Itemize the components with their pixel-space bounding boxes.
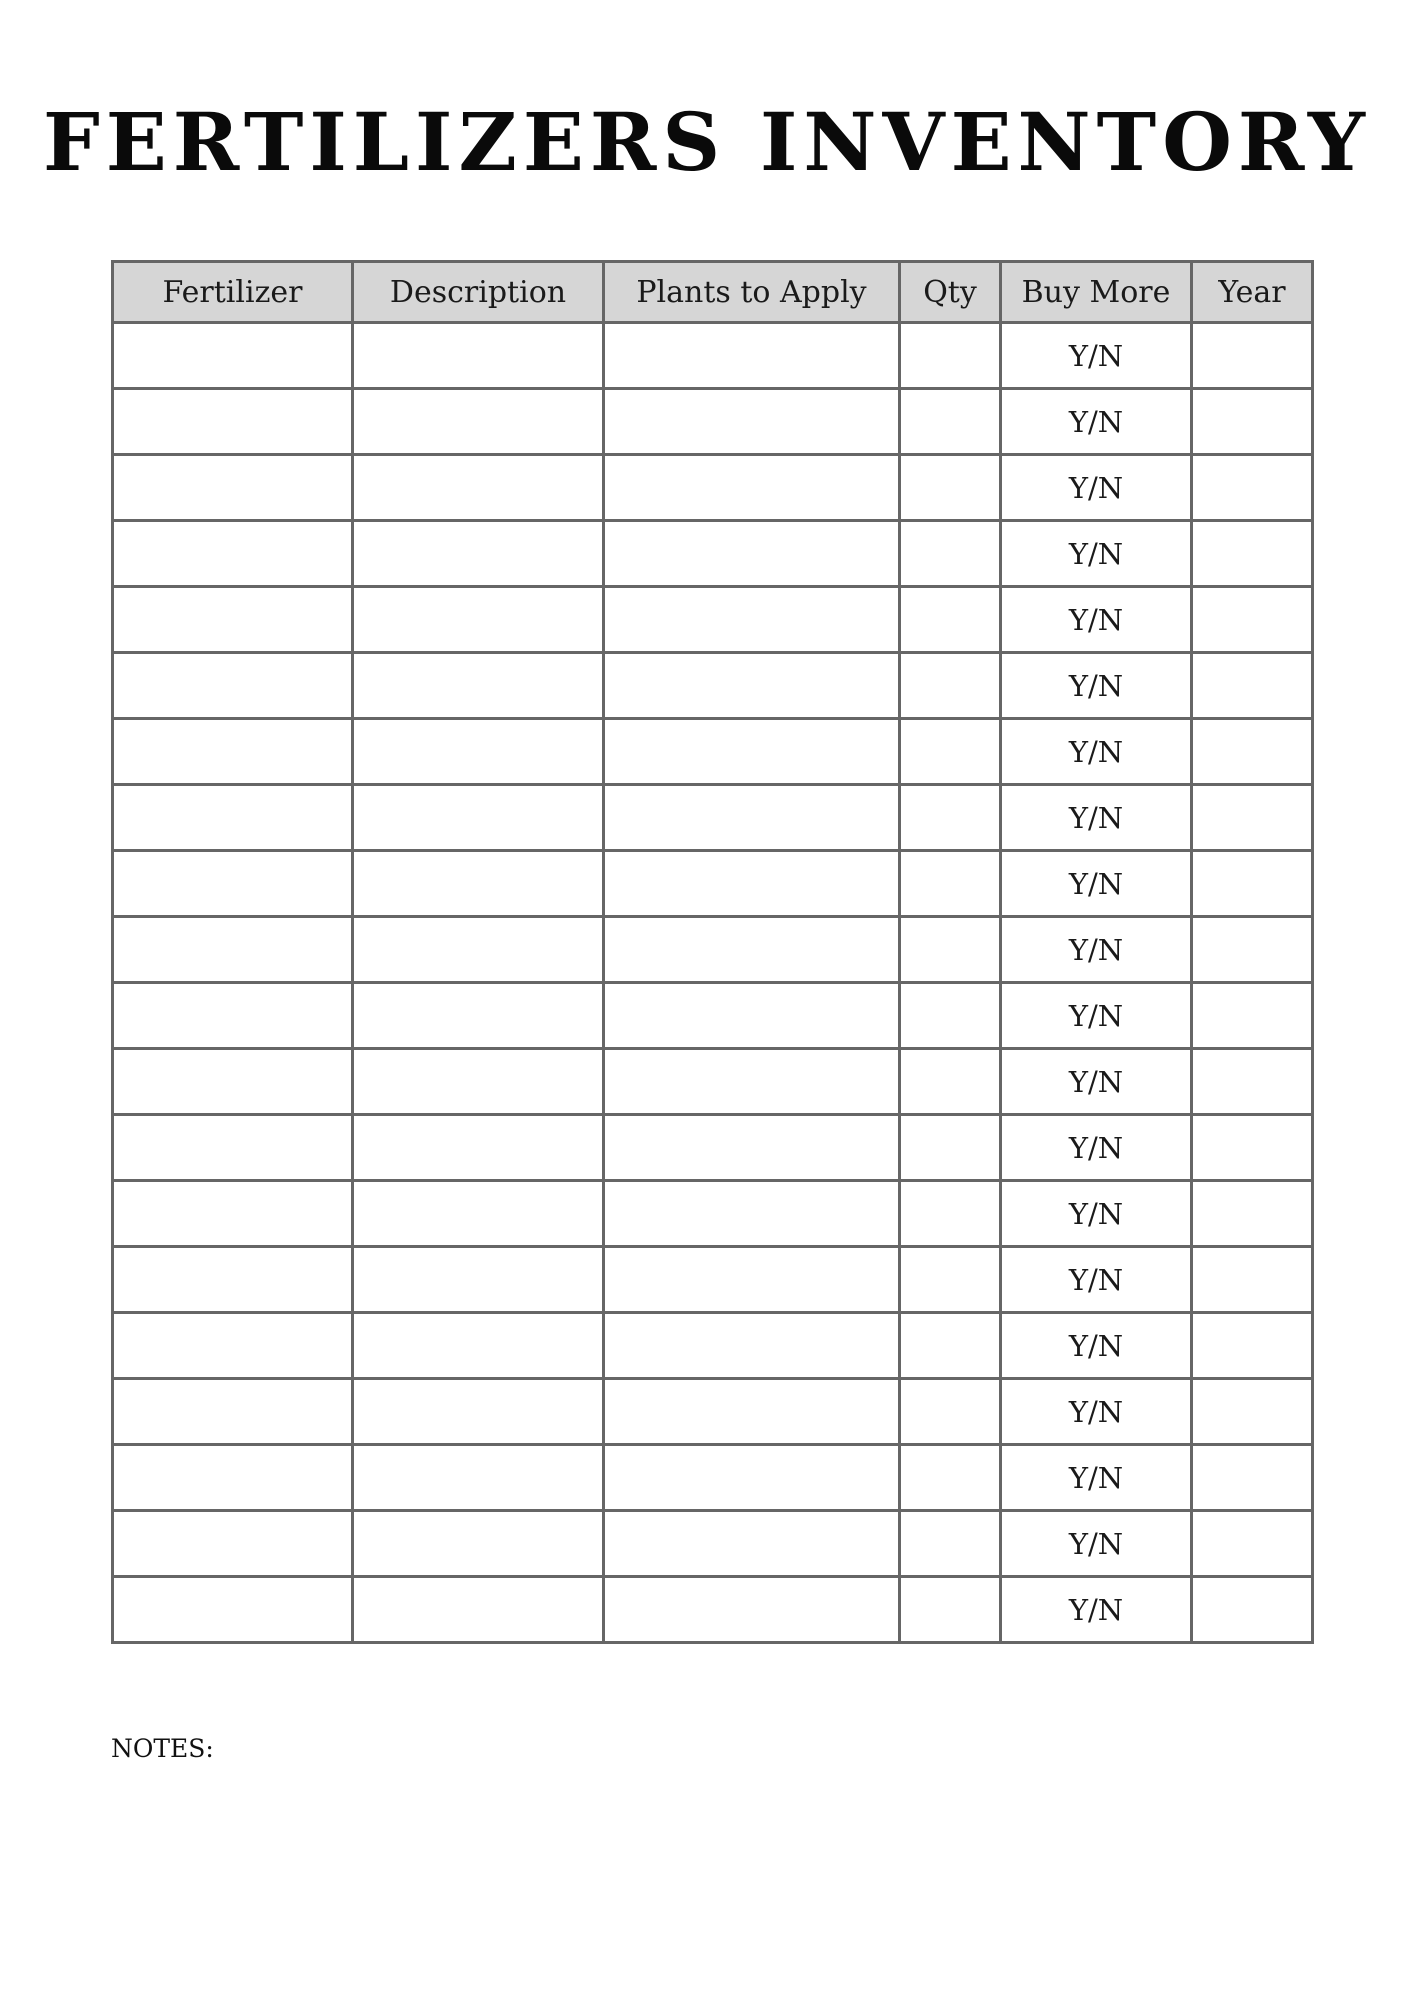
cell-plants-to-apply[interactable]	[604, 785, 900, 851]
cell-fertilizer[interactable]	[113, 323, 353, 389]
cell-year[interactable]	[1192, 1445, 1313, 1511]
cell-description[interactable]	[353, 1049, 604, 1115]
cell-fertilizer[interactable]	[113, 851, 353, 917]
cell-buy-more[interactable]: Y/N	[1001, 1511, 1192, 1577]
cell-plants-to-apply[interactable]	[604, 521, 900, 587]
cell-year[interactable]	[1192, 917, 1313, 983]
table-row	[113, 1247, 1313, 1313]
cell-buy-more[interactable]: Y/N	[1001, 1181, 1192, 1247]
cell-qty[interactable]	[900, 1445, 1001, 1511]
page-title: FERTILIZERS INVENTORY	[42, 95, 1372, 189]
cell-description[interactable]	[353, 983, 604, 1049]
cell-plants-to-apply[interactable]	[604, 1313, 900, 1379]
cell-fertilizer[interactable]	[113, 719, 353, 785]
notes-label: NOTES:	[111, 1734, 214, 1763]
cell-qty[interactable]	[900, 1181, 1001, 1247]
cell-plants-to-apply[interactable]	[604, 1247, 900, 1313]
cell-fertilizer[interactable]	[113, 1247, 353, 1313]
cell-qty[interactable]	[900, 983, 1001, 1049]
table-row	[113, 1577, 1313, 1643]
cell-plants-to-apply[interactable]	[604, 1049, 900, 1115]
table-row	[113, 587, 1313, 653]
table-row	[113, 323, 1313, 389]
cell-description[interactable]	[353, 851, 604, 917]
cell-description[interactable]	[353, 521, 604, 587]
cell-plants-to-apply[interactable]	[604, 455, 900, 521]
cell-buy-more[interactable]: Y/N	[1001, 1445, 1192, 1511]
cell-qty[interactable]	[900, 785, 1001, 851]
cell-year[interactable]	[1192, 1379, 1313, 1445]
cell-fertilizer[interactable]	[113, 1379, 353, 1445]
cell-fertilizer[interactable]	[113, 1313, 353, 1379]
cell-fertilizer[interactable]	[113, 653, 353, 719]
cell-buy-more[interactable]: Y/N	[1001, 851, 1192, 917]
cell-plants-to-apply[interactable]	[604, 1379, 900, 1445]
cell-description[interactable]	[353, 917, 604, 983]
table-row	[113, 653, 1313, 719]
cell-plants-to-apply[interactable]	[604, 719, 900, 785]
cell-description[interactable]	[353, 785, 604, 851]
cell-qty[interactable]	[900, 323, 1001, 389]
cell-buy-more[interactable]: Y/N	[1001, 323, 1192, 389]
cell-year[interactable]	[1192, 521, 1313, 587]
cell-description[interactable]	[353, 719, 604, 785]
cell-qty[interactable]	[900, 653, 1001, 719]
header-buy-more: Buy More	[1001, 262, 1192, 323]
table-row	[113, 1181, 1313, 1247]
cell-description[interactable]	[353, 1511, 604, 1577]
cell-plants-to-apply[interactable]	[604, 1511, 900, 1577]
cell-plants-to-apply[interactable]	[604, 323, 900, 389]
header-description: Description	[353, 262, 604, 323]
cell-qty[interactable]	[900, 587, 1001, 653]
cell-fertilizer[interactable]	[113, 389, 353, 455]
table-row	[113, 719, 1313, 785]
table-row	[113, 851, 1313, 917]
cell-qty[interactable]	[900, 851, 1001, 917]
cell-description[interactable]	[353, 1445, 604, 1511]
cell-description[interactable]	[353, 1577, 604, 1643]
cell-description[interactable]	[353, 389, 604, 455]
cell-buy-more[interactable]: Y/N	[1001, 587, 1192, 653]
cell-fertilizer[interactable]	[113, 983, 353, 1049]
table-row	[113, 1445, 1313, 1511]
cell-fertilizer[interactable]	[113, 1511, 353, 1577]
cell-plants-to-apply[interactable]	[604, 1445, 900, 1511]
cell-buy-more[interactable]: Y/N	[1001, 389, 1192, 455]
table-header-row	[113, 262, 1313, 323]
header-plants-to-apply: Plants to Apply	[604, 262, 900, 323]
table-row	[113, 521, 1313, 587]
cell-fertilizer[interactable]	[113, 1181, 353, 1247]
cell-description[interactable]	[353, 1379, 604, 1445]
cell-plants-to-apply[interactable]	[604, 587, 900, 653]
cell-qty[interactable]	[900, 1313, 1001, 1379]
cell-fertilizer[interactable]	[113, 1577, 353, 1643]
cell-qty[interactable]	[900, 1247, 1001, 1313]
cell-qty[interactable]	[900, 917, 1001, 983]
table-row	[113, 1049, 1313, 1115]
cell-fertilizer[interactable]	[113, 917, 353, 983]
cell-buy-more[interactable]: Y/N	[1001, 1115, 1192, 1181]
cell-qty[interactable]	[900, 1049, 1001, 1115]
cell-qty[interactable]	[900, 1511, 1001, 1577]
cell-year[interactable]	[1192, 323, 1313, 389]
cell-buy-more[interactable]: Y/N	[1001, 1313, 1192, 1379]
table-row	[113, 1379, 1313, 1445]
cell-year[interactable]	[1192, 983, 1313, 1049]
cell-fertilizer[interactable]	[113, 587, 353, 653]
cell-fertilizer[interactable]	[113, 785, 353, 851]
cell-year[interactable]	[1192, 1313, 1313, 1379]
cell-buy-more[interactable]: Y/N	[1001, 785, 1192, 851]
cell-plants-to-apply[interactable]	[604, 1577, 900, 1643]
cell-year[interactable]	[1192, 455, 1313, 521]
cell-year[interactable]	[1192, 1115, 1313, 1181]
cell-buy-more[interactable]: Y/N	[1001, 1049, 1192, 1115]
cell-year[interactable]	[1192, 1181, 1313, 1247]
cell-year[interactable]	[1192, 851, 1313, 917]
cell-qty[interactable]	[900, 455, 1001, 521]
cell-fertilizer[interactable]	[113, 1115, 353, 1181]
table-row	[113, 1511, 1313, 1577]
cell-plants-to-apply[interactable]	[604, 389, 900, 455]
cell-buy-more[interactable]: Y/N	[1001, 455, 1192, 521]
cell-year[interactable]	[1192, 653, 1313, 719]
cell-plants-to-apply[interactable]	[604, 1181, 900, 1247]
cell-description[interactable]	[353, 653, 604, 719]
cell-buy-more[interactable]: Y/N	[1001, 983, 1192, 1049]
cell-year[interactable]	[1192, 719, 1313, 785]
table-body	[113, 323, 1313, 1643]
cell-description[interactable]	[353, 455, 604, 521]
cell-fertilizer[interactable]	[113, 455, 353, 521]
table-row	[113, 455, 1313, 521]
cell-plants-to-apply[interactable]	[604, 1115, 900, 1181]
header-year: Year	[1192, 262, 1313, 323]
header-qty: Qty	[900, 262, 1001, 323]
table-row	[113, 1313, 1313, 1379]
cell-qty[interactable]	[900, 719, 1001, 785]
cell-description[interactable]	[353, 323, 604, 389]
cell-qty[interactable]	[900, 521, 1001, 587]
cell-description[interactable]	[353, 1115, 604, 1181]
header-fertilizer: Fertilizer	[113, 262, 353, 323]
table-row	[113, 1115, 1313, 1181]
cell-year[interactable]	[1192, 1511, 1313, 1577]
table-row	[113, 389, 1313, 455]
cell-description[interactable]	[353, 1247, 604, 1313]
cell-year[interactable]	[1192, 587, 1313, 653]
cell-fertilizer[interactable]	[113, 1049, 353, 1115]
cell-buy-more[interactable]: Y/N	[1001, 521, 1192, 587]
cell-year[interactable]	[1192, 389, 1313, 455]
cell-year[interactable]	[1192, 1049, 1313, 1115]
cell-plants-to-apply[interactable]	[604, 983, 900, 1049]
cell-qty[interactable]	[900, 1379, 1001, 1445]
cell-year[interactable]	[1192, 1247, 1313, 1313]
cell-buy-more[interactable]: Y/N	[1001, 653, 1192, 719]
cell-qty[interactable]	[900, 1115, 1001, 1181]
cell-description[interactable]	[353, 1181, 604, 1247]
cell-buy-more[interactable]: Y/N	[1001, 719, 1192, 785]
cell-plants-to-apply[interactable]	[604, 653, 900, 719]
cell-plants-to-apply[interactable]	[604, 851, 900, 917]
cell-qty[interactable]	[900, 389, 1001, 455]
cell-buy-more[interactable]: Y/N	[1001, 1379, 1192, 1445]
table-row	[113, 983, 1313, 1049]
cell-buy-more[interactable]: Y/N	[1001, 917, 1192, 983]
table-row	[113, 917, 1313, 983]
table-row	[113, 785, 1313, 851]
cell-description[interactable]	[353, 587, 604, 653]
cell-fertilizer[interactable]	[113, 521, 353, 587]
cell-year[interactable]	[1192, 1577, 1313, 1643]
cell-plants-to-apply[interactable]	[604, 917, 900, 983]
inventory-table	[111, 260, 1314, 1644]
cell-description[interactable]	[353, 1313, 604, 1379]
cell-buy-more[interactable]: Y/N	[1001, 1247, 1192, 1313]
cell-fertilizer[interactable]	[113, 1445, 353, 1511]
cell-buy-more[interactable]: Y/N	[1001, 1577, 1192, 1643]
cell-qty[interactable]	[900, 1577, 1001, 1643]
cell-year[interactable]	[1192, 785, 1313, 851]
